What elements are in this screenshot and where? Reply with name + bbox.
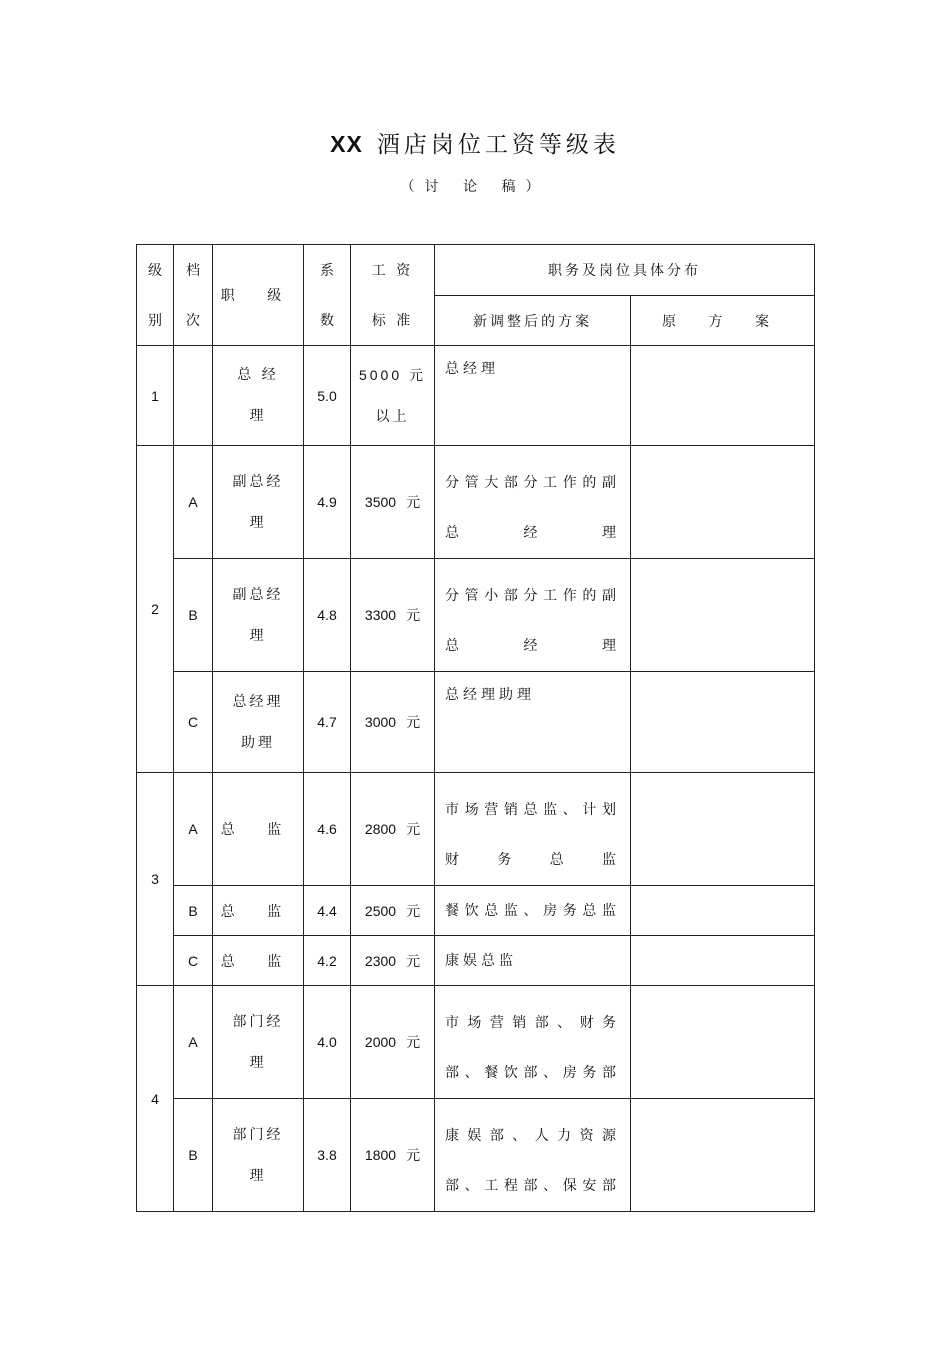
new-plan-cell: 餐饮总监、房务总监 xyxy=(435,886,631,936)
new-plan-cell: 市场营销部、财务部、餐饮部、房务部 xyxy=(435,986,631,1099)
header-row-1 xyxy=(137,245,815,296)
table-row xyxy=(137,773,815,886)
old-plan-cell xyxy=(631,446,815,559)
wage-cell: 3300 元 xyxy=(351,559,435,672)
coefficient-cell: 3.8 xyxy=(304,1099,351,1212)
coefficient-cell: 4.6 xyxy=(304,773,351,886)
old-plan-cell xyxy=(631,773,815,886)
new-plan-cell: 市场营销总监、计划财务总监 xyxy=(435,773,631,886)
wage-cell: 2800 元 xyxy=(351,773,435,886)
coefficient-cell: 4.4 xyxy=(304,886,351,936)
title-text: 酒店岗位工资等级表 xyxy=(376,132,620,158)
old-plan-cell xyxy=(631,346,815,446)
wage-cell: 1800 元 xyxy=(351,1099,435,1212)
tier-cell: C xyxy=(174,936,213,986)
tier-cell: A xyxy=(174,446,213,559)
table-row xyxy=(137,986,815,1099)
header-old-plan: 原 方 案 xyxy=(631,296,815,346)
tier-cell: B xyxy=(174,1099,213,1212)
rank-cell: 副总经 理 xyxy=(213,559,304,672)
coefficient-cell: 5.0 xyxy=(304,346,351,446)
new-plan-cell: 总经理 xyxy=(435,346,631,446)
wage-cell: 5000 元 以上 xyxy=(351,346,435,446)
wage-cell: 2500 元 xyxy=(351,886,435,936)
old-plan-cell xyxy=(631,1099,815,1212)
page-title xyxy=(0,126,950,159)
old-plan-cell xyxy=(631,886,815,936)
page-subtitle: （讨 论 稿） xyxy=(400,179,550,195)
header-duties: 职务及岗位具体分布 xyxy=(435,245,815,296)
wage-grade-table xyxy=(136,244,815,1212)
table-row xyxy=(137,672,815,773)
rank-cell: 总经理 助理 xyxy=(213,672,304,773)
wage-cell: 2300 元 xyxy=(351,936,435,986)
table-row xyxy=(137,1099,815,1212)
new-plan-cell: 康娱部、人力资源部、工程部、保安部 xyxy=(435,1099,631,1212)
rank-cell: 总 监 xyxy=(213,886,304,936)
old-plan-cell xyxy=(631,986,815,1099)
level-cell: 3 xyxy=(137,773,174,986)
table-row xyxy=(137,559,815,672)
coefficient-cell: 4.7 xyxy=(304,672,351,773)
rank-cell: 副总经 理 xyxy=(213,446,304,559)
new-plan-cell: 分管小部分工作的副总经理 xyxy=(435,559,631,672)
title-prefix: XX xyxy=(330,131,363,157)
header-level: 级 别 xyxy=(137,245,174,346)
level-cell: 2 xyxy=(137,446,174,773)
rank-cell: 总 监 xyxy=(213,936,304,986)
tier-cell: B xyxy=(174,886,213,936)
wage-cell: 3500 元 xyxy=(351,446,435,559)
header-coefficient: 系 数 xyxy=(304,245,351,346)
header-rank: 职 级 xyxy=(213,245,304,346)
table-row xyxy=(137,936,815,986)
coefficient-cell: 4.2 xyxy=(304,936,351,986)
table-row xyxy=(137,346,815,446)
header-new-plan: 新调整后的方案 xyxy=(435,296,631,346)
table-row xyxy=(137,446,815,559)
old-plan-cell xyxy=(631,936,815,986)
tier-cell: A xyxy=(174,773,213,886)
rank-cell: 部门经 理 xyxy=(213,1099,304,1212)
tier-cell: C xyxy=(174,672,213,773)
header-wage: 工 资 标 准 xyxy=(351,245,435,346)
coefficient-cell: 4.0 xyxy=(304,986,351,1099)
tier-cell: A xyxy=(174,986,213,1099)
new-plan-cell: 总经理助理 xyxy=(435,672,631,773)
coefficient-cell: 4.8 xyxy=(304,559,351,672)
wage-cell: 2000 元 xyxy=(351,986,435,1099)
level-cell: 1 xyxy=(137,346,174,446)
old-plan-cell xyxy=(631,559,815,672)
table-row xyxy=(137,886,815,936)
tier-cell: B xyxy=(174,559,213,672)
coefficient-cell: 4.9 xyxy=(304,446,351,559)
rank-cell: 总 监 xyxy=(213,773,304,886)
old-plan-cell xyxy=(631,672,815,773)
tier-cell xyxy=(174,346,213,446)
header-tier: 档 次 xyxy=(174,245,213,346)
rank-cell: 总 经 理 xyxy=(213,346,304,446)
level-cell: 4 xyxy=(137,986,174,1212)
new-plan-cell: 康娱总监 xyxy=(435,936,631,986)
new-plan-cell: 分管大部分工作的副总经理 xyxy=(435,446,631,559)
wage-cell: 3000 元 xyxy=(351,672,435,773)
rank-cell: 部门经 理 xyxy=(213,986,304,1099)
